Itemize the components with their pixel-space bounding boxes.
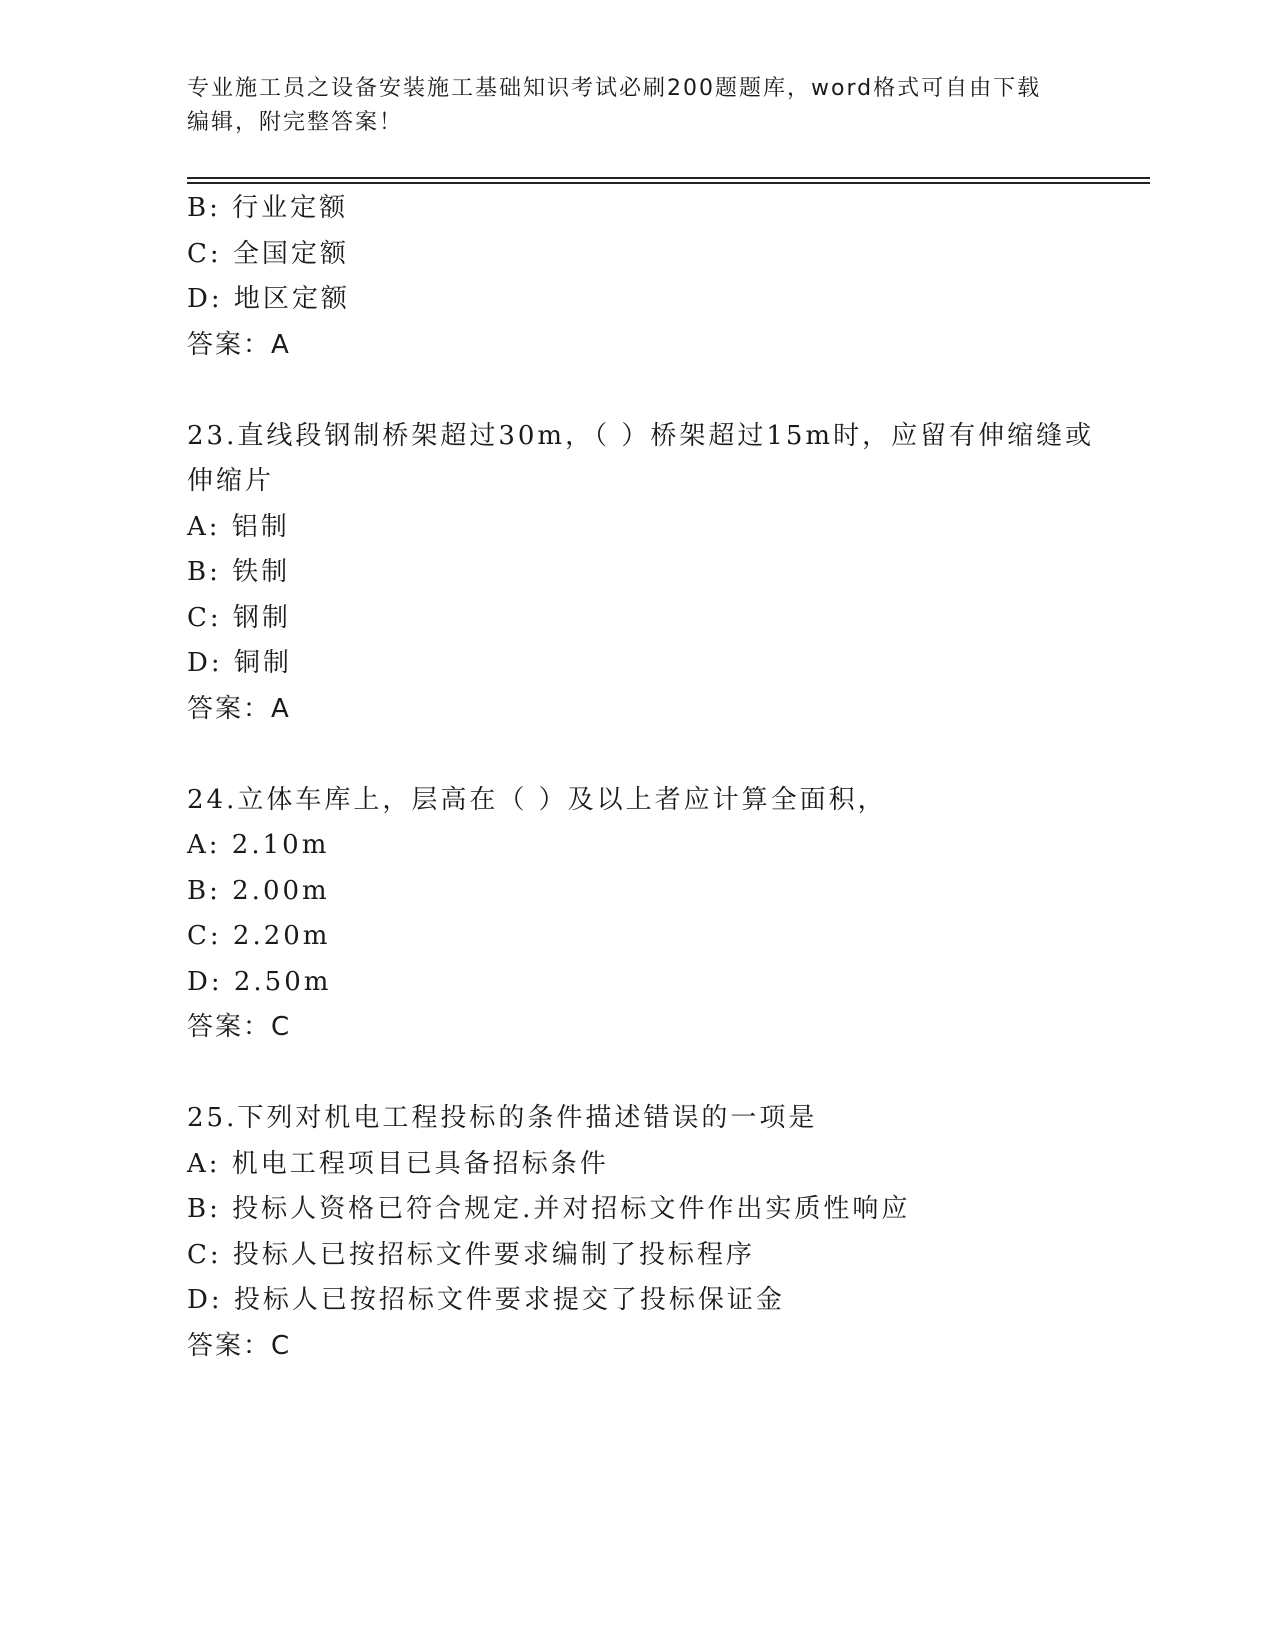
question-stem: 24.立体车库上，层高在（ ）及以上者应计算全面积， — [187, 784, 887, 815]
answer-line: 答案：A — [187, 329, 291, 360]
option-c: C: 投标人已按招标文件要求编制了投标程序 — [187, 1239, 755, 1270]
block-spacer — [187, 368, 1107, 414]
block-spacer — [187, 1051, 1107, 1097]
option-a: A: 2.10m — [187, 830, 330, 860]
question-list — [187, 186, 1107, 1369]
option-b: B: 行业定额 — [187, 193, 349, 223]
option-b: B: 2.00m — [187, 875, 330, 906]
option-a: A: 机电工程项目已具备招标条件 — [187, 1148, 609, 1179]
option-b: B: 铁制 — [187, 557, 291, 587]
question-block-25 — [187, 1096, 1107, 1369]
option-d: D: 2.50m — [187, 966, 332, 997]
question-stem: 25.下列对机电工程投标的条件描述错误的一项是 — [187, 1103, 818, 1133]
document-header — [187, 72, 1067, 140]
option-d: D: 投标人已按招标文件要求提交了投标保证金 — [187, 1285, 785, 1315]
question-stem-continued: 伸缩片 — [187, 466, 275, 496]
header-divider-bottom — [187, 182, 1150, 184]
answer-line: 答案：A — [187, 693, 291, 724]
answer-line: 答案：C — [187, 1330, 292, 1361]
header-title-line-2: 编辑，附完整答案！ — [187, 110, 404, 135]
question-stem: 23.直线段钢制桥架超过30m，（ ）桥架超过15m时，应留有伸缩缝或 — [187, 420, 1095, 451]
block-spacer — [187, 732, 1107, 778]
header-title-line-1: 专业施工员之设备安装施工基础知识考试必刷200题题库，word格式可自由下载 — [187, 76, 1042, 101]
answer-line: 答案：C — [187, 1012, 292, 1042]
question-block-24 — [187, 778, 1107, 1051]
question-block-22-tail — [187, 186, 1107, 368]
option-c: C: 钢制 — [187, 602, 291, 633]
option-a: A: 铝制 — [187, 511, 290, 542]
option-d: D: 地区定额 — [187, 284, 350, 314]
option-c: C: 2.20m — [187, 921, 331, 951]
option-b: B: 投标人资格已符合规定.并对招标文件作出实质性响应 — [187, 1194, 911, 1224]
question-block-23 — [187, 414, 1107, 733]
option-d: D: 铜制 — [187, 648, 292, 678]
header-divider-top — [187, 177, 1150, 179]
option-c: C: 全国定额 — [187, 238, 349, 269]
